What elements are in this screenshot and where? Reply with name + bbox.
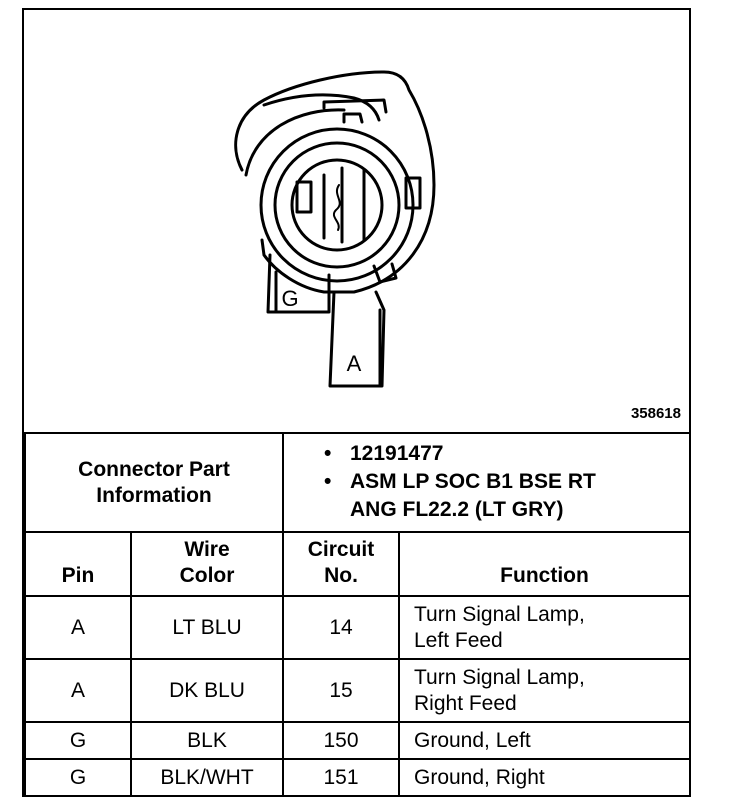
- cell-pin: G: [25, 759, 131, 796]
- part-description-item: [324, 468, 689, 524]
- table-row: [25, 659, 690, 722]
- function-line2: Left Feed: [414, 628, 503, 652]
- header-wire-color: [131, 532, 283, 596]
- left-lock-tab: [297, 182, 311, 212]
- header-function-text: Function: [500, 564, 589, 587]
- part-description-line1: ASM LP SOC B1 BSE RT: [350, 470, 596, 493]
- cell-function: [399, 596, 690, 659]
- connector-part-label-line2: Information: [96, 483, 212, 507]
- cell-wire-color: LT BLU: [131, 596, 283, 659]
- pin-a-label: A: [346, 351, 362, 376]
- pin-g-label: G: [281, 286, 299, 311]
- header-pin-text: Pin: [61, 564, 95, 587]
- cell-circuit: 15: [283, 659, 399, 722]
- figure-id: 358618: [630, 405, 681, 422]
- function-line2: Right Feed: [414, 691, 517, 715]
- function-line1: Turn Signal Lamp,: [414, 665, 585, 689]
- connector-table: [24, 432, 691, 797]
- part-number-item: [324, 440, 689, 468]
- bullet-icon: •: [324, 470, 332, 493]
- table-row: [25, 596, 690, 659]
- cell-wire-color: DK BLU: [131, 659, 283, 722]
- connector-diagram: [24, 10, 689, 432]
- contact-squiggle: [334, 185, 340, 230]
- header-pin: [25, 532, 131, 596]
- cell-circuit: 14: [283, 596, 399, 659]
- connector-figure: [22, 8, 691, 797]
- connector-part-row: [25, 433, 690, 532]
- cell-pin: A: [25, 659, 131, 722]
- header-wire-line1: Wire: [184, 538, 230, 561]
- header-circuit-line1: Circuit: [307, 538, 375, 561]
- cell-function: [399, 659, 690, 722]
- header-circuit-line2: No.: [324, 564, 358, 587]
- table-row: [25, 722, 690, 759]
- header-function: [399, 532, 690, 596]
- table-row: [25, 759, 690, 796]
- socket-ring-inner: [292, 160, 382, 250]
- socket-ring-mid: [275, 143, 399, 267]
- cell-function: Ground, Left: [399, 722, 690, 759]
- part-number: 12191477: [350, 442, 444, 465]
- header-wire-line2: Color: [179, 564, 235, 587]
- part-description-line2: ANG FL22.2 (LT GRY): [350, 498, 564, 521]
- cell-wire-color: BLK: [131, 722, 283, 759]
- cell-wire-color: BLK/WHT: [131, 759, 283, 796]
- cell-pin: G: [25, 722, 131, 759]
- connector-part-info: [283, 433, 690, 532]
- cell-circuit: 150: [283, 722, 399, 759]
- header-circuit: [283, 532, 399, 596]
- cell-function: Ground, Right: [399, 759, 690, 796]
- cell-pin: A: [25, 596, 131, 659]
- connector-part-label-line1: Connector Part: [78, 457, 230, 481]
- top-lock-tab: [344, 114, 362, 122]
- bullet-icon: •: [324, 442, 332, 465]
- connector-part-label: [25, 433, 283, 532]
- function-line1: Turn Signal Lamp,: [414, 602, 585, 626]
- header-row: [25, 532, 690, 596]
- socket-ring-outer: [261, 129, 413, 281]
- cell-circuit: 151: [283, 759, 399, 796]
- connector-drawing: [24, 10, 689, 432]
